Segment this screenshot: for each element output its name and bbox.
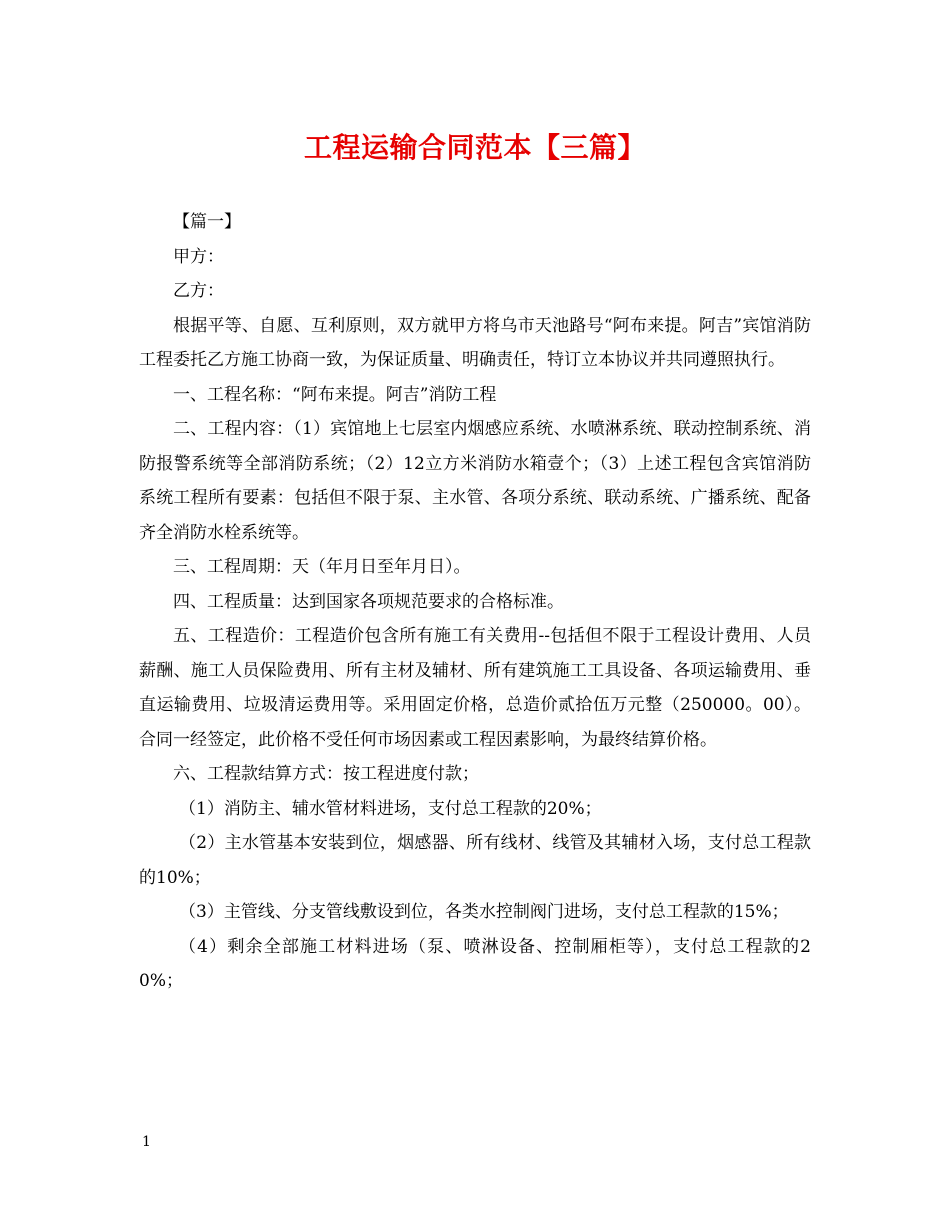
payment-item: （4）剩余全部施工材料进场（泵、喷淋设备、控制厢柜等），支付总工程款的20%；: [139, 936, 811, 991]
payment-item: （1）消防主、辅水管材料进场，支付总工程款的20%；: [179, 798, 602, 819]
clause-project-content: 二、工程内容：（1）宾馆地上七层室内烟感应系统、水喷淋系统、联动控制系统、消防报警系统等全部消防系统；（2）12立方米消防水箱壹个；（3）上述工程包含宾馆消防系统工程所有要素：包括但不限于泵、主水管、各项分系统、联动系统、广播系统、配备齐全消防水栓系统等。: [139, 419, 811, 543]
page-number: 1: [142, 1134, 151, 1150]
clause-project-period: 三、工程周期：天（年月日至年月日）。: [173, 557, 471, 577]
section-heading: 【篇一】: [173, 212, 241, 232]
document-body: [139, 205, 811, 999]
clause-project-name: 一、工程名称：“阿布来提。阿吉”消防工程: [173, 384, 497, 405]
intro-paragraph: 根据平等、自愿、互利原则，双方就甲方将乌市天池路号“阿布来提。阿吉”宾馆消防工程委托乙方施工协商一致，为保证质量、明确责任，特订立本协议并共同遵照执行。: [139, 315, 811, 370]
clause-project-quality: 四、工程质量：达到国家各项规范要求的合格标准。: [173, 591, 564, 612]
party-a-line: 甲方：: [173, 246, 224, 267]
payment-item: （3）主管线、分支管线敷设到位，各类水控制阀门进场，支付总工程款的15%；: [179, 902, 789, 922]
clause-payment-method: 六、工程款结算方式：按工程进度付款；: [173, 764, 479, 784]
party-b-line: 乙方：: [173, 281, 224, 301]
document-title: 工程运输合同范本【三篇】: [303, 131, 646, 164]
clause-project-cost: 五、工程造价：工程造价包含所有施工有关费用--包括但不限于工程设计费用、人员薪酬、施工人员保险费用、所有主材及辅材、所有建筑施工工具设备、各项运输费用、垂直运输费用、垃圾清运费用等。采用固定价格，总造价贰拾伍万元整（250000。00）。合同一经签定，此价格不受任何市场因素或工程因素影响，为最终结算价格。: [139, 626, 811, 750]
payment-item: （2）主水管基本安装到位，烟感器、所有线材、线管及其辅材入场，支付总工程款的10%；: [139, 833, 811, 888]
